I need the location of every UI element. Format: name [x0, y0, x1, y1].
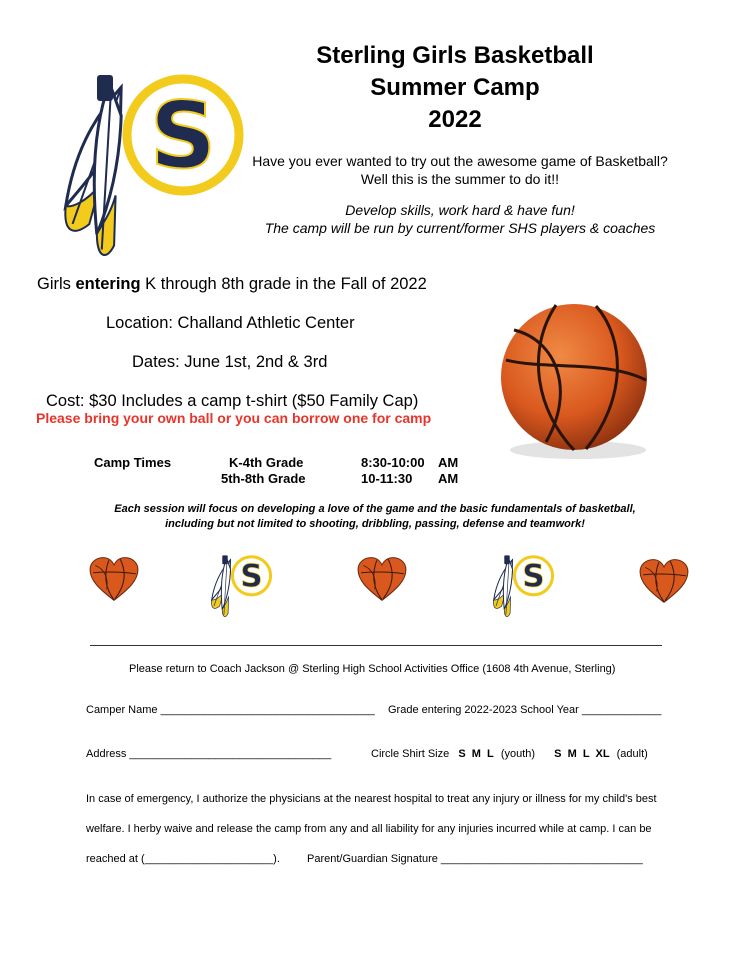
page-title: [270, 40, 640, 136]
youth-label: (youth): [500, 748, 536, 760]
intro-line-2: Well this is the summer to do it!!: [360, 171, 560, 187]
camper-name-field[interactable]: Camper Name ___________________________________: [86, 704, 375, 716]
title-line-2: Summer Camp: [370, 74, 540, 101]
basketball-icon: [496, 300, 656, 465]
emergency-line-1: In case of emergency, I authorize the physicians at the nearest hospital to treat any injury or illness for my child's best: [86, 793, 657, 805]
focus-text: Each session will focus on developing a love of the game and the basic fundamentals of basketball, including but not limited to shooting, dribbling, passing, defense and teamwork!: [114, 503, 636, 530]
ampm-5-8: AM: [438, 471, 459, 486]
grade-entering-field[interactable]: Grade entering 2022-2023 School Year _____________: [388, 704, 662, 716]
title-line-3: 2022: [428, 106, 482, 133]
shirt-size-row: [371, 747, 648, 761]
ball-note: Please bring your own ball or you can borrow one for camp: [36, 410, 432, 426]
time-k4: 8:30-10:00: [361, 455, 425, 470]
reached-at-field[interactable]: reached at (_____________________).: [86, 853, 280, 865]
address-field[interactable]: Address _________________________________: [86, 748, 332, 760]
ampm-k4: AM: [438, 455, 459, 470]
shirt-size-label: Circle Shirt Size: [371, 748, 450, 760]
intro-line-1: Have you ever wanted to try out the awesome game of Basketball?: [252, 153, 668, 169]
cost-text: Cost: $30 Includes a camp t-shirt ($50 Family Cap): [46, 392, 419, 410]
youth-sizes[interactable]: S M L: [458, 748, 494, 760]
heart-basketball-icon: [638, 558, 690, 610]
intro-line-3: Develop skills, work hard & have fun!: [345, 202, 575, 218]
camp-times-label: Camp Times: [94, 455, 172, 470]
sterling-logo: [55, 65, 255, 265]
return-instructions: Please return to Coach Jackson @ Sterling High School Activities Office (1608 4th Avenue, Sterling): [129, 663, 616, 675]
adult-label: (adult): [616, 748, 648, 760]
intro-question: [250, 152, 670, 188]
heart-basketball-icon: [88, 556, 140, 608]
adult-sizes[interactable]: S M L XL: [554, 748, 610, 760]
title-line-1: Sterling Girls Basketball: [316, 42, 594, 69]
intro-tagline: [250, 201, 670, 237]
emergency-line-2: welfare. I herby waive and release the camp from any and all liability for any injuries incurred while at camp. I can be: [86, 823, 652, 835]
intro-line-4: The camp will be run by current/former SHS players & coaches: [264, 220, 656, 236]
location-text: Location: Challand Athletic Center: [106, 314, 355, 332]
time-5-8: 10-11:30: [361, 471, 413, 486]
grade-5-8: 5th-8th Grade: [221, 471, 306, 486]
eligibility-text: Girls entering K through 8th grade in the Fall of 2022: [37, 275, 427, 293]
feather-s-logo-icon: [55, 65, 255, 265]
basketball-image: [496, 300, 656, 470]
heart-basketball-icon: [356, 556, 408, 608]
signature-field[interactable]: Parent/Guardian Signature _________________________________: [307, 853, 643, 865]
divider: [90, 645, 662, 646]
dates-text: Dates: June 1st, 2nd & 3rd: [132, 353, 328, 371]
grade-k4: K-4th Grade: [229, 455, 304, 470]
small-logo-icon: [208, 552, 276, 625]
small-logo-icon: [490, 552, 558, 625]
